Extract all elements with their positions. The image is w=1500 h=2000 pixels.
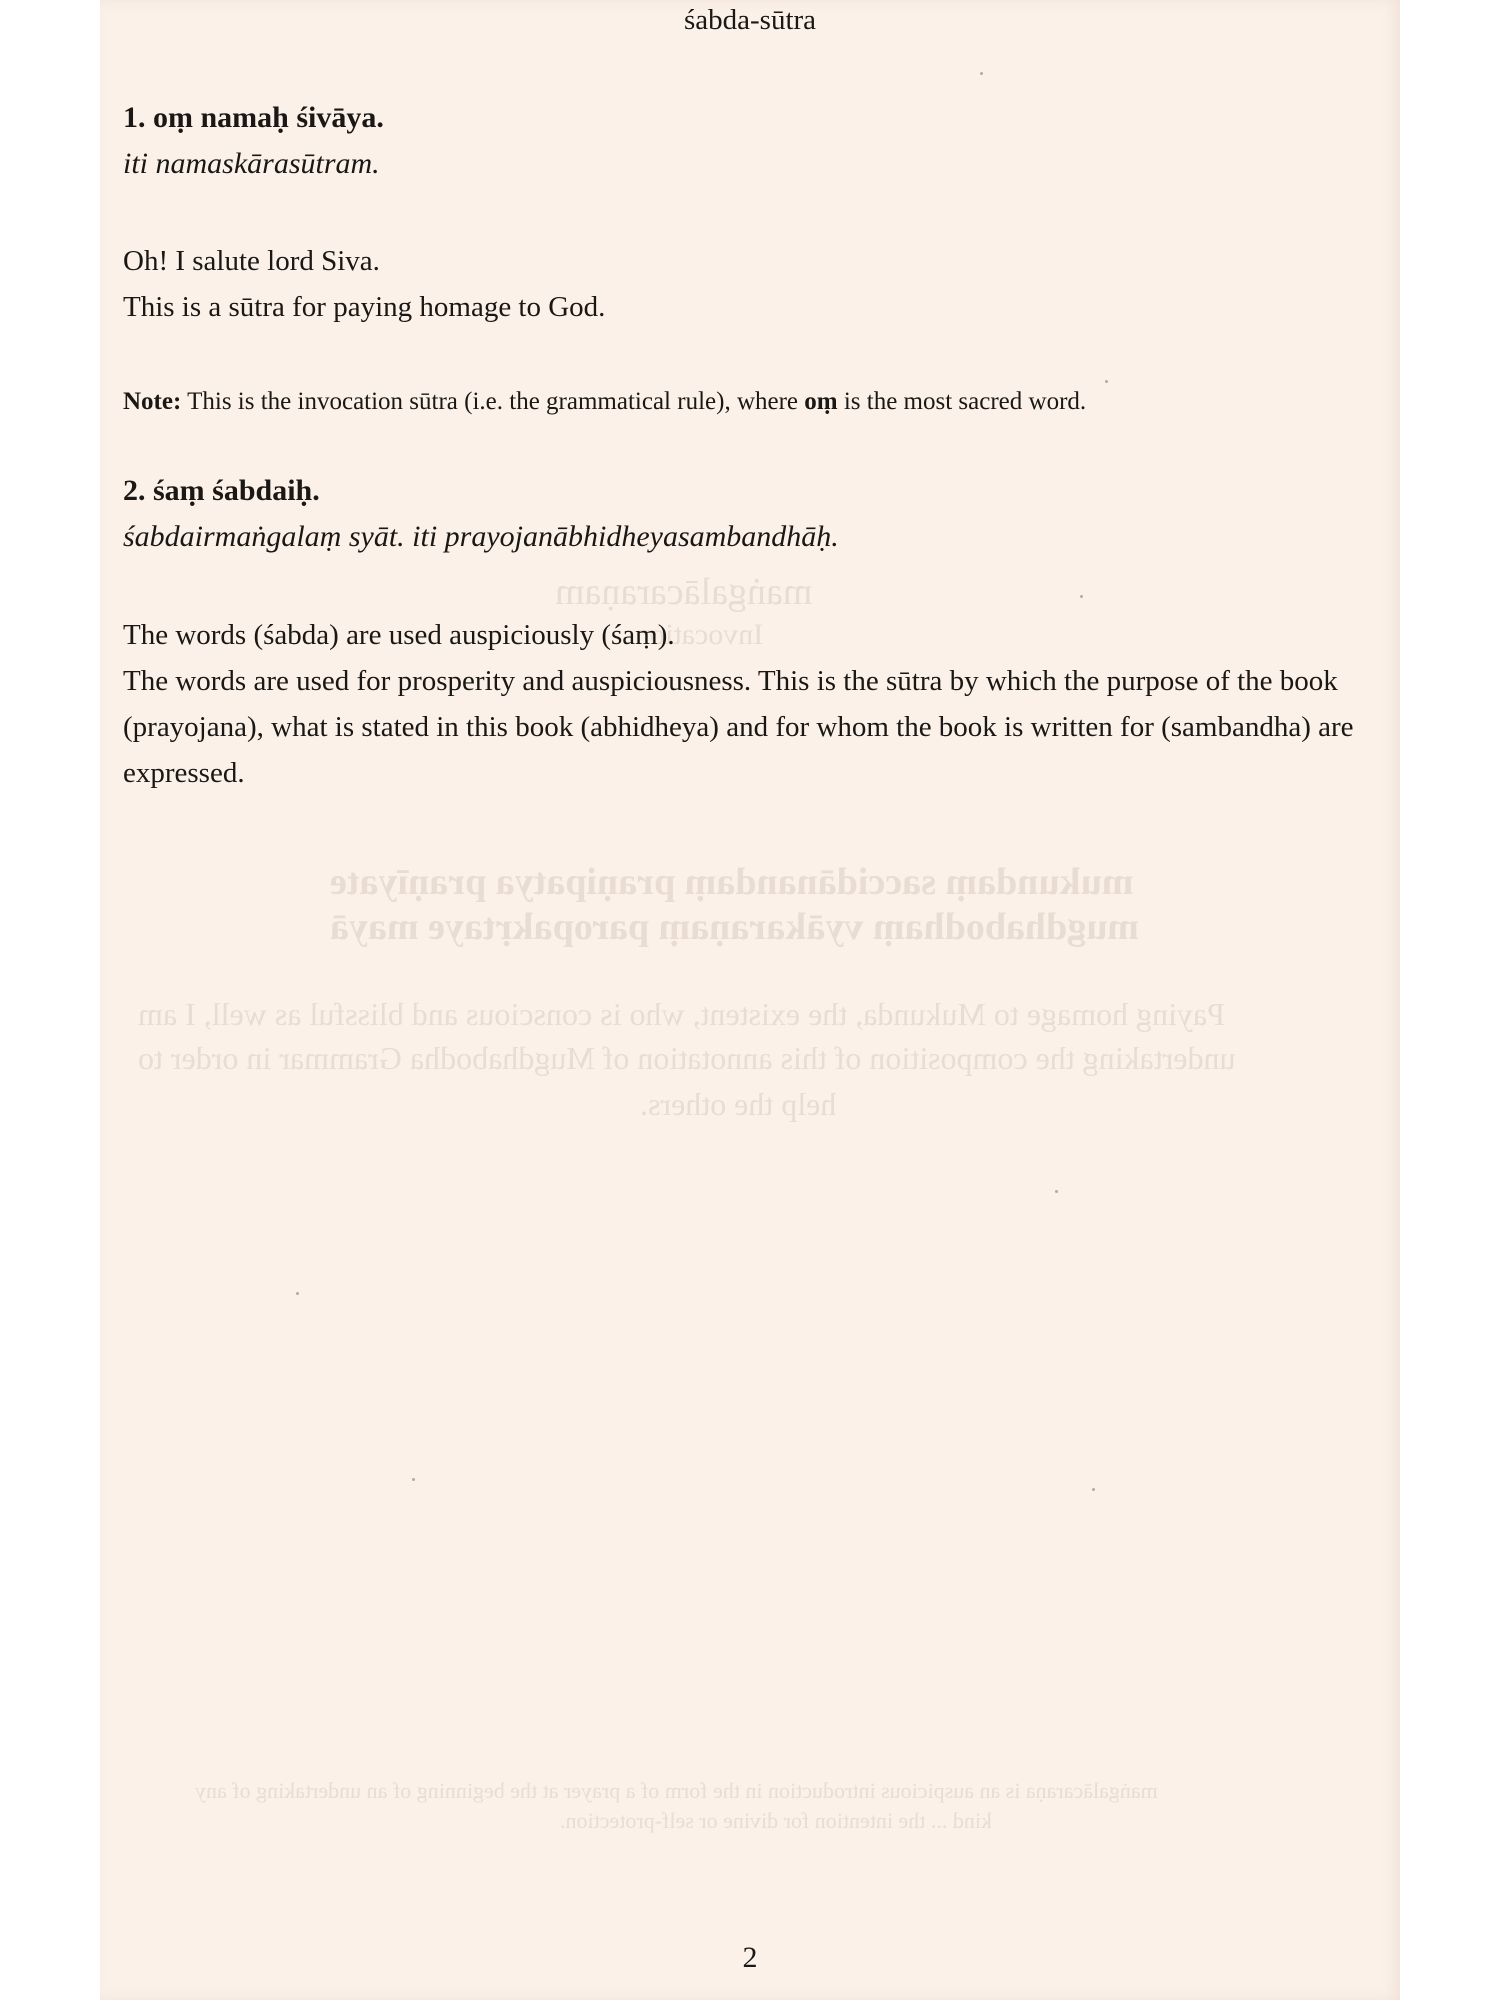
translation-line: The words (śabda) are used auspiciously (śaṃ). — [123, 619, 675, 651]
sutra-title: 2. śaṃ śabdaiḥ. — [123, 474, 320, 507]
sutra-1-translation — [123, 238, 1393, 330]
paper-speck — [296, 1292, 299, 1295]
bleed-through-verse-line: mugdhabodhaṃ vyākaraṇaṃ paropakṛtaye mayā — [330, 906, 1140, 948]
sutra-2-translation — [123, 612, 1393, 796]
paper-speck — [980, 72, 983, 75]
translation-line: This is a sūtra for paying homage to God. — [123, 291, 606, 323]
bleed-through-subheading: Invocation — [635, 618, 764, 651]
bleed-through-verse-line: mukundaṃ saccidānandaṃ praṇipatya praṇīyate — [330, 861, 1134, 903]
paper-speck — [1055, 1190, 1058, 1193]
bleed-through-heading: maṅgalācaraṇam — [555, 571, 813, 613]
sutra-1-note — [123, 386, 1393, 418]
note-term: oṃ — [804, 388, 838, 415]
bleed-through-footnote-line: kind ... the intention for divine or self-protection. — [560, 1808, 992, 1833]
note-label: Note: — [123, 388, 182, 415]
note-text: is the most sacred word. — [837, 388, 1087, 415]
paper-speck — [1080, 595, 1083, 598]
sutra-1 — [123, 100, 1393, 182]
paper-speck — [1092, 1488, 1095, 1491]
sutra-gloss: iti namaskārasūtram. — [123, 147, 380, 180]
sutra-title: 1. oṃ namaḥ śivāya. — [123, 101, 384, 134]
note — [123, 386, 1393, 418]
note-text: This is the invocation sūtra (i.e. the grammatical rule), where — [181, 388, 805, 415]
bleed-through-paragraph-line: Paying homage to Mukunda, the existent, who is conscious and blissful as well, I am — [138, 996, 1225, 1032]
running-head: śabda-sūtra — [683, 4, 817, 36]
paper-speck — [1105, 380, 1108, 383]
book-page — [100, 0, 1400, 2000]
translation-line: Oh! I salute lord Siva. — [123, 245, 380, 277]
page-number: 2 — [742, 1941, 758, 1974]
sutra-gloss: śabdairmaṅgalaṃ syāt. iti prayojanābhidheyasambandhāḥ. — [123, 520, 839, 553]
paper-speck — [412, 1478, 415, 1481]
bleed-through-paragraph-line: help the others. — [640, 1086, 837, 1122]
bleed-through-paragraph-line: undertaking the composition of this annotation of Mugdhabodha Grammar in order to — [138, 1040, 1236, 1076]
bleed-through-footnote-line: maṅgalācaraṇa is an auspicious introduction in the form of a prayer at the beginning of an undertaking of any — [195, 1778, 1158, 1803]
translation-paragraph: The words are used for prosperity and auspiciousness. This is the sūtra by which the purpose of the book (prayojana), what is stated in this book (abhidheya) and for whom the book is written for (sambandha) are expressed. — [123, 665, 1354, 789]
sutra-2 — [123, 473, 1393, 555]
